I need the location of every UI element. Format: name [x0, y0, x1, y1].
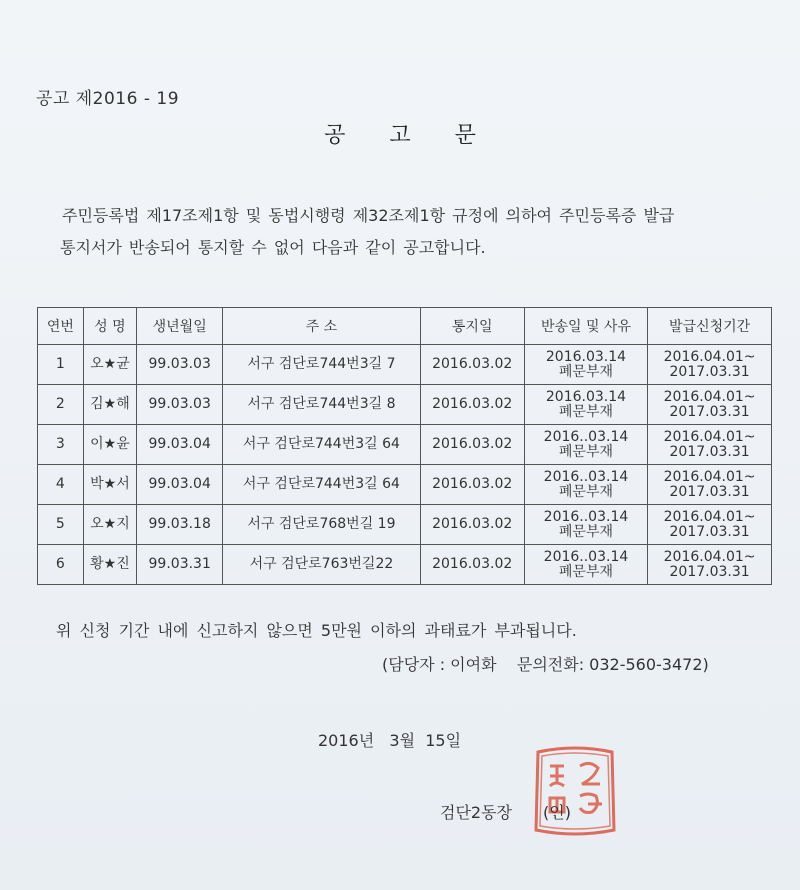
- return-reason: 폐문부재: [558, 443, 614, 460]
- cell-notice-date: 2016.03.02: [420, 385, 524, 425]
- period-start: 2016.04.01~: [663, 428, 756, 445]
- period-end: 2017.03.31: [669, 563, 750, 580]
- header-notice-date: 통지일: [420, 308, 524, 345]
- cell-number: 3: [38, 425, 84, 465]
- return-reason: 폐문부재: [558, 563, 614, 580]
- table-row: [38, 385, 772, 425]
- cell-name: 오★지: [83, 505, 136, 545]
- return-reason: 폐문부재: [558, 523, 614, 540]
- cell-birthdate: 99.03.03: [137, 385, 223, 425]
- period-end: 2017.03.31: [669, 403, 750, 420]
- contact-info: (담당자 : 이여화 문의전화: 032-560-3472): [382, 655, 709, 674]
- cell-birthdate: 99.03.18: [137, 505, 223, 545]
- cell-birthdate: 99.03.04: [137, 465, 223, 505]
- cell-return: [524, 385, 647, 425]
- cell-notice-date: 2016.03.02: [420, 505, 524, 545]
- cell-address: 서구 검단로744번3길 8: [223, 385, 420, 425]
- notice-body-line-1: 주민등록법 제17조제1항 및 동법시행령 제32조제1항 규정에 의하여 주민등록증 발급: [62, 206, 675, 225]
- cell-address: 서구 검단로763번길22: [223, 545, 420, 585]
- period-end: 2017.03.31: [669, 363, 750, 380]
- return-date: 2016..03.14: [543, 508, 629, 525]
- period-start: 2016.04.01~: [663, 388, 756, 405]
- cell-address: 서구 검단로768번길 19: [223, 505, 420, 545]
- cell-name: 김★해: [83, 385, 136, 425]
- cell-period: [648, 385, 772, 425]
- cell-number: 6: [38, 545, 84, 585]
- return-date: 2016.03.14: [545, 388, 627, 405]
- cell-birthdate: 99.03.04: [137, 425, 223, 465]
- period-start: 2016.04.01~: [663, 468, 756, 485]
- cell-notice-date: 2016.03.02: [420, 425, 524, 465]
- period-end: 2017.03.31: [669, 523, 750, 540]
- cell-notice-date: 2016.03.02: [420, 345, 524, 385]
- table-row: [38, 465, 772, 505]
- document-title: 공고문: [324, 123, 520, 148]
- table-row: [38, 345, 772, 385]
- cell-return: [524, 425, 647, 465]
- cell-name: 오★균: [83, 345, 136, 385]
- cell-notice-date: 2016.03.02: [420, 465, 524, 505]
- cell-period: [648, 425, 772, 465]
- return-reason: 폐문부재: [558, 363, 614, 380]
- cell-address: 서구 검단로744번3길 64: [223, 465, 420, 505]
- return-date: 2016..03.14: [543, 468, 629, 485]
- header-period: 발급신청기간: [648, 308, 772, 345]
- issue-date: 2016년 3월 15일: [318, 731, 462, 750]
- period-start: 2016.04.01~: [663, 348, 756, 365]
- return-date: 2016..03.14: [543, 548, 629, 565]
- cell-number: 4: [38, 465, 84, 505]
- penalty-warning: 위 신청 기간 내에 신고하지 않으면 5만원 이하의 과태료가 부과됩니다.: [56, 621, 577, 640]
- notice-body-line-2: 통지서가 반송되어 통지할 수 없어 다음과 같이 공고합니다.: [60, 238, 486, 257]
- seal-mark: (인): [543, 803, 571, 822]
- period-end: 2017.03.31: [669, 443, 750, 460]
- table-row: [38, 505, 772, 545]
- header-return: 반송일 및 사유: [524, 308, 647, 345]
- return-reason: 폐문부재: [558, 403, 614, 420]
- table-header-row: [38, 308, 772, 345]
- cell-notice-date: 2016.03.02: [420, 545, 524, 585]
- period-start: 2016.04.01~: [663, 508, 756, 525]
- cell-return: [524, 505, 647, 545]
- period-end: 2017.03.31: [669, 483, 750, 500]
- cell-name: 이★윤: [83, 425, 136, 465]
- return-date: 2016.03.14: [545, 348, 627, 365]
- return-reason: 폐문부재: [558, 483, 614, 500]
- table-row: [38, 425, 772, 465]
- cell-number: 2: [38, 385, 84, 425]
- table-row: [38, 545, 772, 585]
- cell-birthdate: 99.03.03: [137, 345, 223, 385]
- notice-table: [37, 307, 772, 585]
- cell-number: 1: [38, 345, 84, 385]
- cell-return: [524, 465, 647, 505]
- header-number: 연번: [38, 308, 84, 345]
- issuer-title: 검단2동장: [440, 803, 513, 822]
- cell-name: 박★서: [83, 465, 136, 505]
- header-birthdate: 생년월일: [137, 308, 223, 345]
- cell-name: 황★진: [83, 545, 136, 585]
- period-start: 2016.04.01~: [663, 548, 756, 565]
- cell-period: [648, 545, 772, 585]
- return-date: 2016..03.14: [543, 428, 629, 445]
- cell-period: [648, 345, 772, 385]
- header-address: 주 소: [223, 308, 420, 345]
- cell-birthdate: 99.03.31: [137, 545, 223, 585]
- cell-period: [648, 465, 772, 505]
- document-number: 공고 제2016 - 19: [36, 89, 180, 109]
- cell-period: [648, 505, 772, 545]
- cell-return: [524, 545, 647, 585]
- cell-address: 서구 검단로744번3길 64: [223, 425, 420, 465]
- cell-address: 서구 검단로744번3길 7: [223, 345, 420, 385]
- notice-body: [62, 200, 782, 264]
- official-seal-stamp: [530, 742, 620, 842]
- header-name: 성 명: [83, 308, 136, 345]
- cell-number: 5: [38, 505, 84, 545]
- cell-return: [524, 345, 647, 385]
